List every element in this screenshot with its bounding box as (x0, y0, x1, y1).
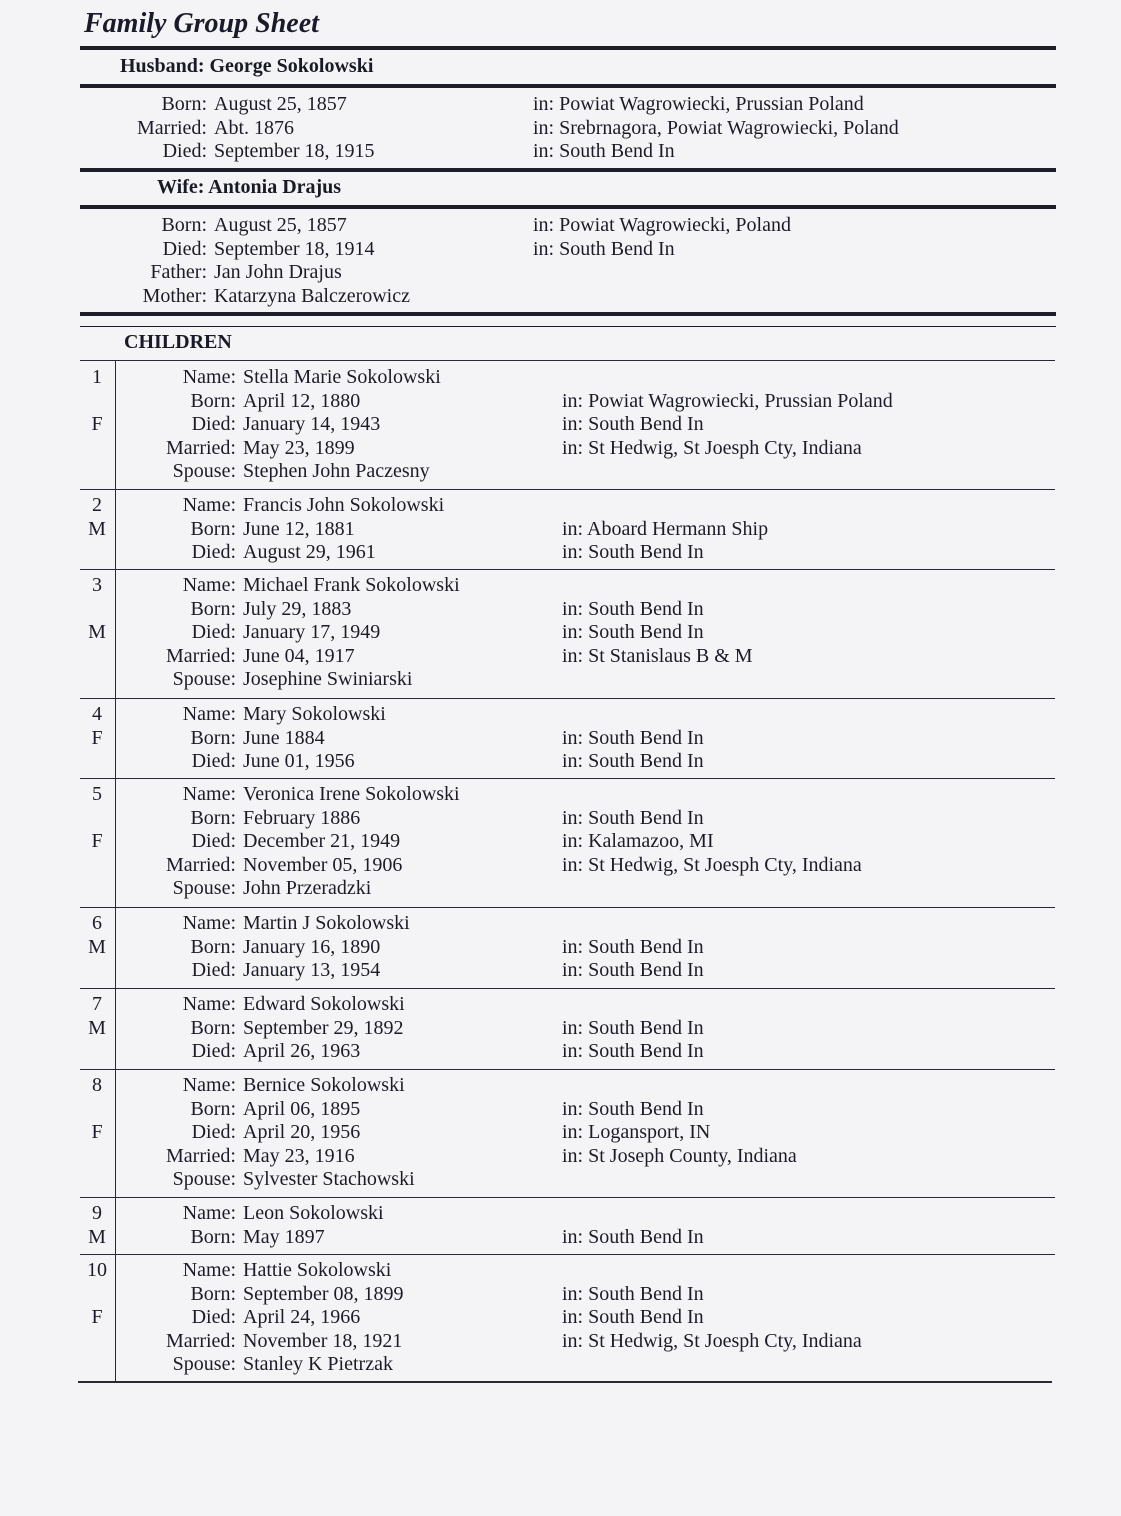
child-fact-value: Josephine Swiniarski (243, 668, 413, 690)
child-fact-label: Married: (166, 1329, 236, 1352)
child-number: 2 (92, 494, 102, 516)
child-fact-value: June 04, 1917 (243, 644, 355, 667)
child-fact-place: in: South Bend In (562, 959, 704, 981)
child-separator (80, 698, 1055, 699)
husband-fact-label: Died: (162, 140, 207, 162)
child-fact-row (0, 620, 1121, 644)
child-fact-value: May 23, 1899 (243, 436, 355, 459)
child-fact-row (0, 1258, 1121, 1282)
child-number: 10 (87, 1259, 107, 1281)
child-separator (80, 988, 1055, 989)
child-separator (80, 1254, 1055, 1255)
child-fact-value: John Przeradzki (243, 877, 372, 899)
child-fact-value: April 26, 1963 (243, 1040, 361, 1062)
child-fact-label: Name: (182, 1259, 236, 1281)
child-fact-value: Veronica Irene Sokolowski (243, 783, 460, 805)
child-fact-value: June 01, 1956 (243, 750, 355, 772)
child-fact-place: in: South Bend In (562, 1097, 704, 1120)
child-fact-row (0, 958, 1121, 982)
child-fact-label: Died: (191, 413, 236, 435)
child-fact-label: Married: (166, 644, 236, 667)
child-fact-place: in: South Bend In (562, 726, 704, 749)
child-fact-place: in: South Bend In (562, 1282, 704, 1305)
child-fact-value: November 05, 1906 (243, 853, 403, 876)
child-fact-value: Martin J Sokolowski (243, 912, 410, 934)
child-fact-value: Stanley K Pietrzak (243, 1353, 393, 1375)
child-fact-label: Born: (190, 935, 236, 958)
child-fact-label: Born: (190, 806, 236, 829)
child-separator (80, 1197, 1055, 1198)
child-fact-label: Spouse: (172, 1353, 236, 1375)
child-fact-value: April 06, 1895 (243, 1097, 361, 1120)
child-fact-label: Died: (191, 541, 236, 563)
child-fact-label: Died: (191, 621, 236, 643)
child-fact-label: Name: (182, 703, 236, 725)
child-fact-place: in: South Bend In (562, 1040, 704, 1062)
child-fact-row (0, 1352, 1121, 1376)
children-heading: CHILDREN (124, 331, 232, 353)
child-fact-row (0, 459, 1121, 483)
child-fact-value: January 17, 1949 (243, 621, 381, 643)
child-fact-label: Married: (166, 436, 236, 459)
child-number: 1 (92, 366, 102, 388)
child-fact-place: in: St Hedwig, St Joesph Cty, Indiana (562, 1329, 862, 1352)
child-sex: M (88, 1225, 106, 1248)
child-fact-row (0, 573, 1121, 597)
child-fact-value: Hattie Sokolowski (243, 1259, 392, 1281)
child-fact-row (0, 1329, 1121, 1353)
child-fact-place: in: South Bend In (562, 1016, 704, 1039)
child-fact-label: Born: (190, 1282, 236, 1305)
child-fact-row (0, 1120, 1121, 1144)
wife-fact-row (0, 260, 1121, 284)
child-fact-value: May 1897 (243, 1225, 325, 1248)
child-fact-label: Name: (182, 366, 236, 388)
child-fact-row (0, 702, 1121, 726)
child-fact-value: Francis John Sokolowski (243, 494, 445, 516)
child-sex: F (91, 1306, 103, 1328)
husband-fact-place: in: Powiat Wagrowiecki, Prussian Poland (533, 93, 864, 115)
child-separator (78, 1381, 1052, 1383)
child-sex: M (88, 935, 106, 958)
child-fact-row (0, 1305, 1121, 1329)
child-fact-label: Died: (191, 830, 236, 852)
child-sex: F (91, 1121, 103, 1143)
child-fact-row (0, 992, 1121, 1016)
wife-fact-label: Born: (161, 214, 207, 236)
wife-fact-value: September 18, 1914 (214, 237, 375, 260)
child-number: 4 (92, 703, 102, 725)
husband-fact-row (0, 92, 1121, 116)
child-fact-place: in: South Bend In (562, 541, 704, 563)
child-fact-row (0, 829, 1121, 853)
child-separator (80, 778, 1055, 779)
wife-fact-row (0, 284, 1121, 308)
children-column-divider (115, 360, 116, 1381)
child-fact-value: Stella Marie Sokolowski (243, 366, 441, 388)
husband-fact-value: August 25, 1857 (214, 93, 347, 115)
child-sex: F (91, 830, 103, 852)
child-fact-place: in: St Hedwig, St Joesph Cty, Indiana (562, 436, 862, 459)
child-fact-value: Stephen John Paczesny (243, 460, 430, 482)
child-separator (80, 489, 1055, 490)
child-fact-label: Born: (190, 1225, 236, 1248)
child-fact-row (0, 597, 1121, 621)
child-fact-label: Born: (190, 597, 236, 620)
child-fact-label: Name: (182, 993, 236, 1015)
child-fact-row (0, 493, 1121, 517)
children-header-rule (80, 360, 1055, 361)
wife-fact-place: in: South Bend In (533, 237, 675, 260)
child-fact-row (0, 412, 1121, 436)
husband-rule (80, 84, 1056, 88)
child-fact-value: September 08, 1899 (243, 1282, 404, 1305)
husband-fact-row (0, 139, 1121, 163)
child-fact-place: in: South Bend In (562, 806, 704, 829)
child-sex: F (91, 413, 103, 435)
child-fact-label: Born: (190, 726, 236, 749)
child-fact-value: January 14, 1943 (243, 413, 381, 435)
child-fact-row (0, 1282, 1121, 1306)
child-fact-label: Born: (190, 389, 236, 412)
child-sex: F (91, 726, 103, 749)
wife-rule (80, 205, 1056, 209)
child-fact-row (0, 782, 1121, 806)
child-number: 9 (92, 1202, 102, 1224)
child-fact-row (0, 1073, 1121, 1097)
child-fact-value: February 1886 (243, 806, 361, 829)
child-fact-value: December 21, 1949 (243, 830, 401, 852)
child-fact-value: November 18, 1921 (243, 1329, 403, 1352)
child-number: 3 (92, 574, 102, 596)
child-fact-row (0, 806, 1121, 830)
child-fact-value: May 23, 1916 (243, 1144, 355, 1167)
husband-fact-label: Born: (161, 93, 207, 115)
child-fact-label: Died: (191, 1040, 236, 1062)
child-fact-value: Leon Sokolowski (243, 1202, 384, 1224)
husband-fact-place: in: South Bend In (533, 140, 675, 162)
wife-fact-value: August 25, 1857 (214, 214, 347, 236)
child-fact-row (0, 1039, 1121, 1063)
child-fact-value: April 12, 1880 (243, 389, 361, 412)
child-fact-place: in: St Hedwig, St Joesph Cty, Indiana (562, 853, 862, 876)
child-fact-value: August 29, 1961 (243, 541, 376, 563)
child-fact-row (0, 726, 1121, 750)
child-number: 5 (92, 783, 102, 805)
wife-fact-label: Died: (162, 237, 207, 260)
wife-fact-value: Jan John Drajus (214, 261, 342, 283)
child-number: 6 (92, 912, 102, 934)
child-number: 8 (92, 1074, 102, 1096)
top-rule (80, 46, 1056, 50)
child-fact-value: September 29, 1892 (243, 1016, 404, 1039)
child-fact-place: in: South Bend In (562, 750, 704, 772)
child-fact-place: in: South Bend In (562, 1225, 704, 1248)
child-fact-label: Spouse: (172, 668, 236, 690)
child-fact-label: Died: (191, 1121, 236, 1143)
child-fact-row (0, 540, 1121, 564)
husband-fact-label: Married: (137, 116, 207, 139)
child-fact-value: January 13, 1954 (243, 959, 381, 981)
child-fact-label: Name: (182, 783, 236, 805)
child-fact-row (0, 853, 1121, 877)
child-fact-label: Spouse: (172, 1168, 236, 1190)
child-fact-place: in: St Joseph County, Indiana (562, 1144, 797, 1167)
child-fact-label: Spouse: (172, 460, 236, 482)
child-fact-row (0, 935, 1121, 959)
wife-fact-row (0, 237, 1121, 261)
child-fact-value: Edward Sokolowski (243, 993, 405, 1015)
child-fact-place: in: Powiat Wagrowiecki, Prussian Poland (562, 389, 893, 412)
child-fact-label: Born: (190, 1097, 236, 1120)
child-fact-row (0, 876, 1121, 900)
child-fact-row (0, 911, 1121, 935)
wife-fact-label: Mother: (142, 284, 207, 307)
husband-fact-value: Abt. 1876 (214, 116, 294, 139)
child-fact-value: April 20, 1956 (243, 1121, 361, 1143)
child-fact-value: July 29, 1883 (243, 597, 352, 620)
child-separator (80, 569, 1055, 570)
child-fact-value: January 16, 1890 (243, 935, 381, 958)
wife-fact-row (0, 213, 1121, 237)
child-separator (80, 907, 1055, 908)
child-fact-value: Sylvester Stachowski (243, 1168, 415, 1190)
child-fact-row (0, 1144, 1121, 1168)
child-fact-label: Name: (182, 912, 236, 934)
children-thin-rule (80, 326, 1056, 327)
wife-top-rule (80, 168, 1056, 172)
child-fact-place: in: Aboard Hermann Ship (562, 517, 769, 540)
child-fact-label: Name: (182, 494, 236, 516)
child-fact-row (0, 1201, 1121, 1225)
wife-fact-value: Katarzyna Balczerowicz (214, 284, 410, 307)
husband-fact-place: in: Srebrnagora, Powiat Wagrowiecki, Poland (533, 116, 899, 139)
child-fact-label: Died: (191, 959, 236, 981)
child-fact-place: in: South Bend In (562, 1306, 704, 1328)
child-fact-label: Spouse: (172, 877, 236, 899)
wife-heading: Wife: Antonia Drajus (157, 176, 342, 198)
child-fact-row (0, 436, 1121, 460)
child-fact-value: April 24, 1966 (243, 1306, 361, 1328)
child-fact-row (0, 389, 1121, 413)
child-fact-place: in: South Bend In (562, 597, 704, 620)
child-fact-label: Married: (166, 1144, 236, 1167)
child-fact-row (0, 365, 1121, 389)
child-fact-label: Born: (190, 517, 236, 540)
child-fact-place: in: St Stanislaus B & M (562, 644, 753, 667)
child-fact-row (0, 1167, 1121, 1191)
child-fact-place: in: Logansport, IN (562, 1121, 711, 1143)
child-fact-label: Name: (182, 574, 236, 596)
child-fact-place: in: South Bend In (562, 935, 704, 958)
child-fact-place: in: South Bend In (562, 413, 704, 435)
page-title: Family Group Sheet (84, 8, 319, 39)
child-fact-label: Born: (190, 1016, 236, 1039)
child-fact-value: June 12, 1881 (243, 517, 355, 540)
child-fact-label: Died: (191, 750, 236, 772)
child-fact-row (0, 1225, 1121, 1249)
child-fact-label: Name: (182, 1074, 236, 1096)
child-fact-row (0, 1097, 1121, 1121)
husband-heading: Husband: George Sokolowski (120, 55, 374, 77)
wife-fact-place: in: Powiat Wagrowiecki, Poland (533, 214, 791, 236)
child-number: 7 (92, 993, 102, 1015)
husband-fact-value: September 18, 1915 (214, 140, 375, 162)
wife-fact-label: Father: (150, 261, 207, 283)
child-fact-place: in: Kalamazoo, MI (562, 830, 714, 852)
child-fact-row (0, 517, 1121, 541)
child-sex: M (88, 621, 106, 643)
child-separator (80, 1069, 1055, 1070)
child-fact-value: Michael Frank Sokolowski (243, 574, 460, 596)
child-fact-value: Bernice Sokolowski (243, 1074, 405, 1096)
child-sex: M (88, 517, 106, 540)
husband-fact-row (0, 116, 1121, 140)
child-fact-label: Name: (182, 1202, 236, 1224)
child-fact-value: Mary Sokolowski (243, 703, 386, 725)
child-fact-row (0, 644, 1121, 668)
child-fact-row (0, 667, 1121, 691)
child-sex: M (88, 1016, 106, 1039)
child-fact-row (0, 1016, 1121, 1040)
children-top-rule (80, 312, 1056, 316)
child-fact-row (0, 749, 1121, 773)
child-fact-place: in: South Bend In (562, 621, 704, 643)
child-fact-value: June 1884 (243, 726, 325, 749)
child-fact-label: Married: (166, 853, 236, 876)
child-fact-label: Died: (191, 1306, 236, 1328)
